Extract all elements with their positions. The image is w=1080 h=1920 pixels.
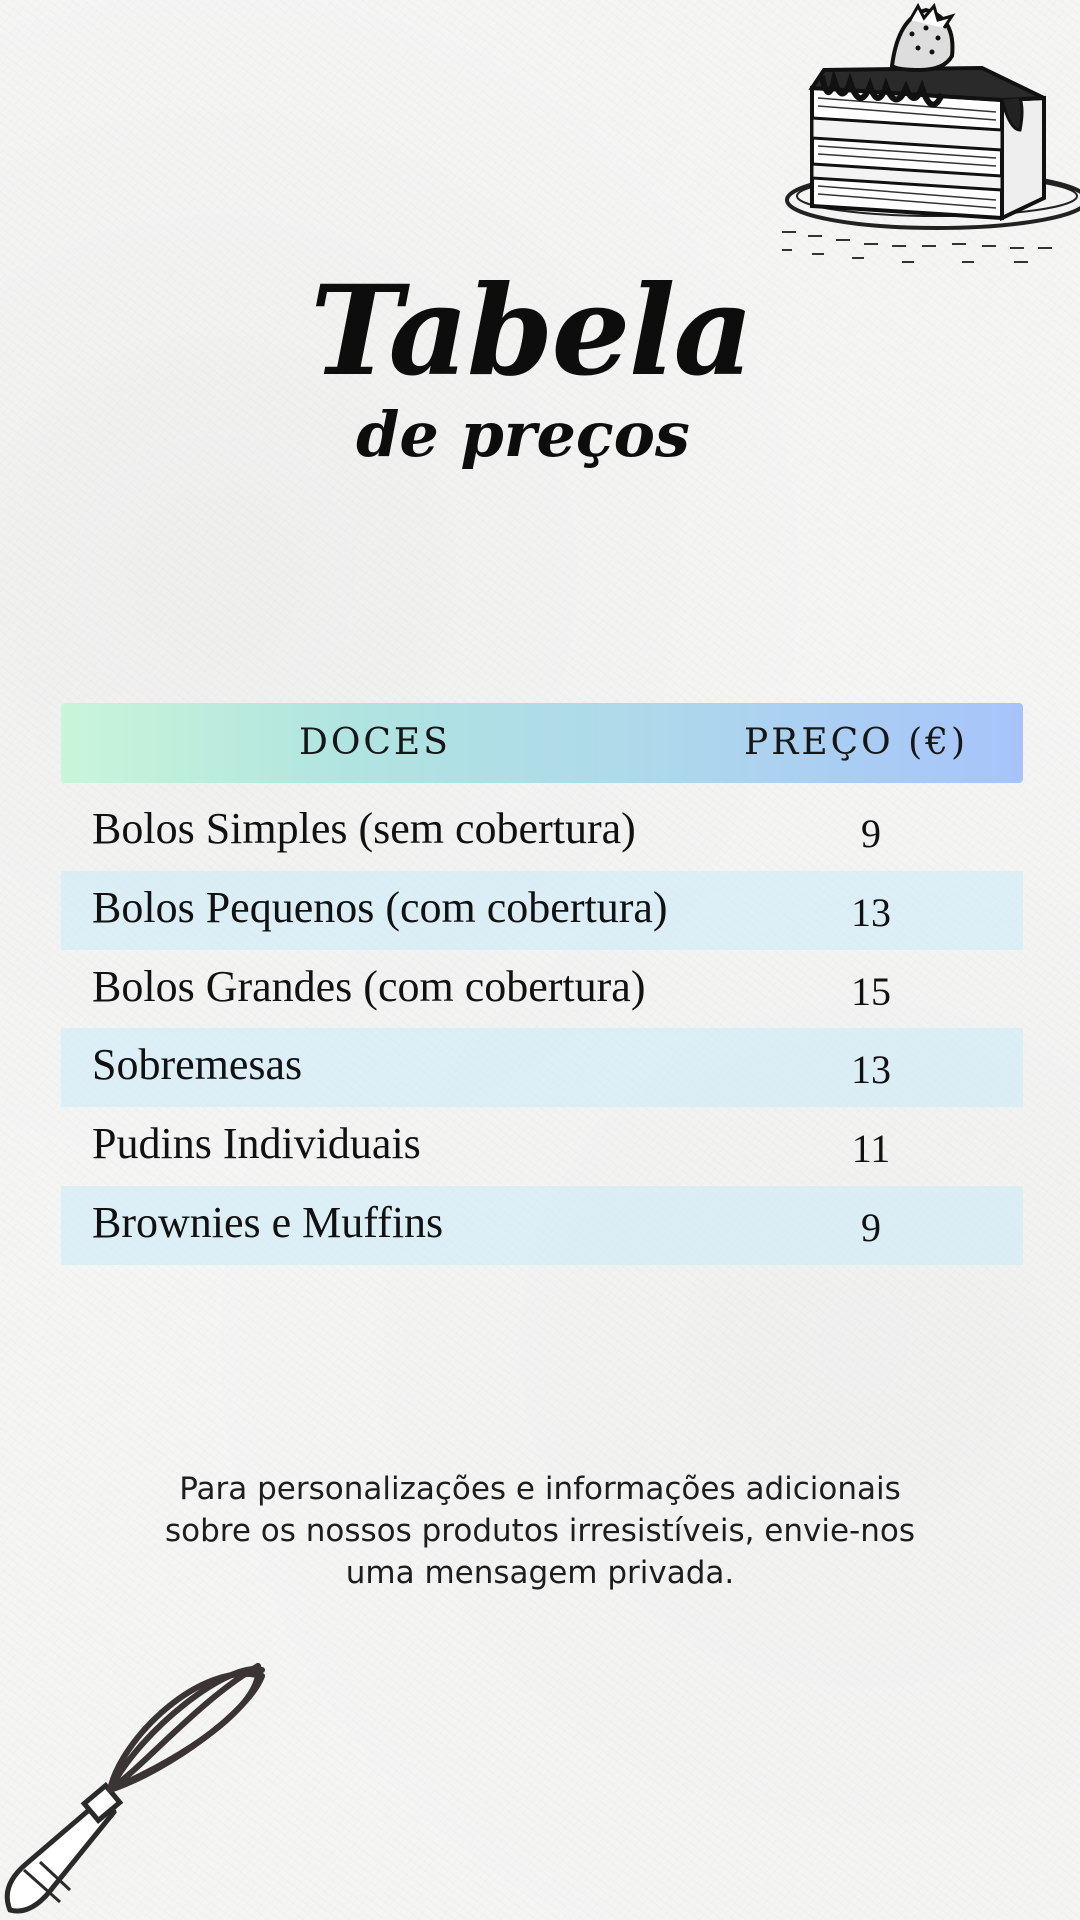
table-row	[61, 1107, 1023, 1186]
item-price: 9	[861, 1204, 881, 1250]
item-price: 9	[861, 811, 881, 856]
table-header	[61, 703, 1023, 783]
price-table	[61, 703, 1023, 1265]
title-block	[300, 259, 770, 471]
item-name: Brownies e Muffins	[92, 1197, 444, 1247]
table-row	[61, 792, 1023, 871]
item-name: Sobremesas	[92, 1040, 303, 1090]
table-row	[61, 950, 1023, 1029]
contact-note: Para personalizações e informações adicionais sobre os nossos produtos irresistíveis, envie-nos uma mensagem privada.	[164, 1471, 916, 1591]
page-title: Tabela	[310, 259, 752, 404]
whisk-icon	[0, 1640, 280, 1920]
table-row	[61, 871, 1023, 950]
header-preco: PREÇO (€)	[744, 722, 969, 763]
item-price: 11	[851, 1126, 891, 1172]
item-price: 13	[851, 889, 891, 935]
item-name: Bolos Pequenos (com cobertura)	[92, 882, 668, 932]
item-name: Bolos Simples (sem cobertura)	[92, 804, 636, 853]
item-name: Pudins Individuais	[92, 1119, 421, 1169]
table-row	[61, 1028, 1023, 1107]
table-row	[61, 1186, 1023, 1265]
item-price: 15	[851, 968, 891, 1014]
item-name: Bolos Grandes (com cobertura)	[92, 961, 646, 1011]
cake-slice-icon	[752, 0, 1080, 270]
header-doces: DOCES	[299, 722, 451, 763]
page-subtitle: de preços	[356, 398, 690, 471]
item-price: 13	[851, 1047, 891, 1093]
